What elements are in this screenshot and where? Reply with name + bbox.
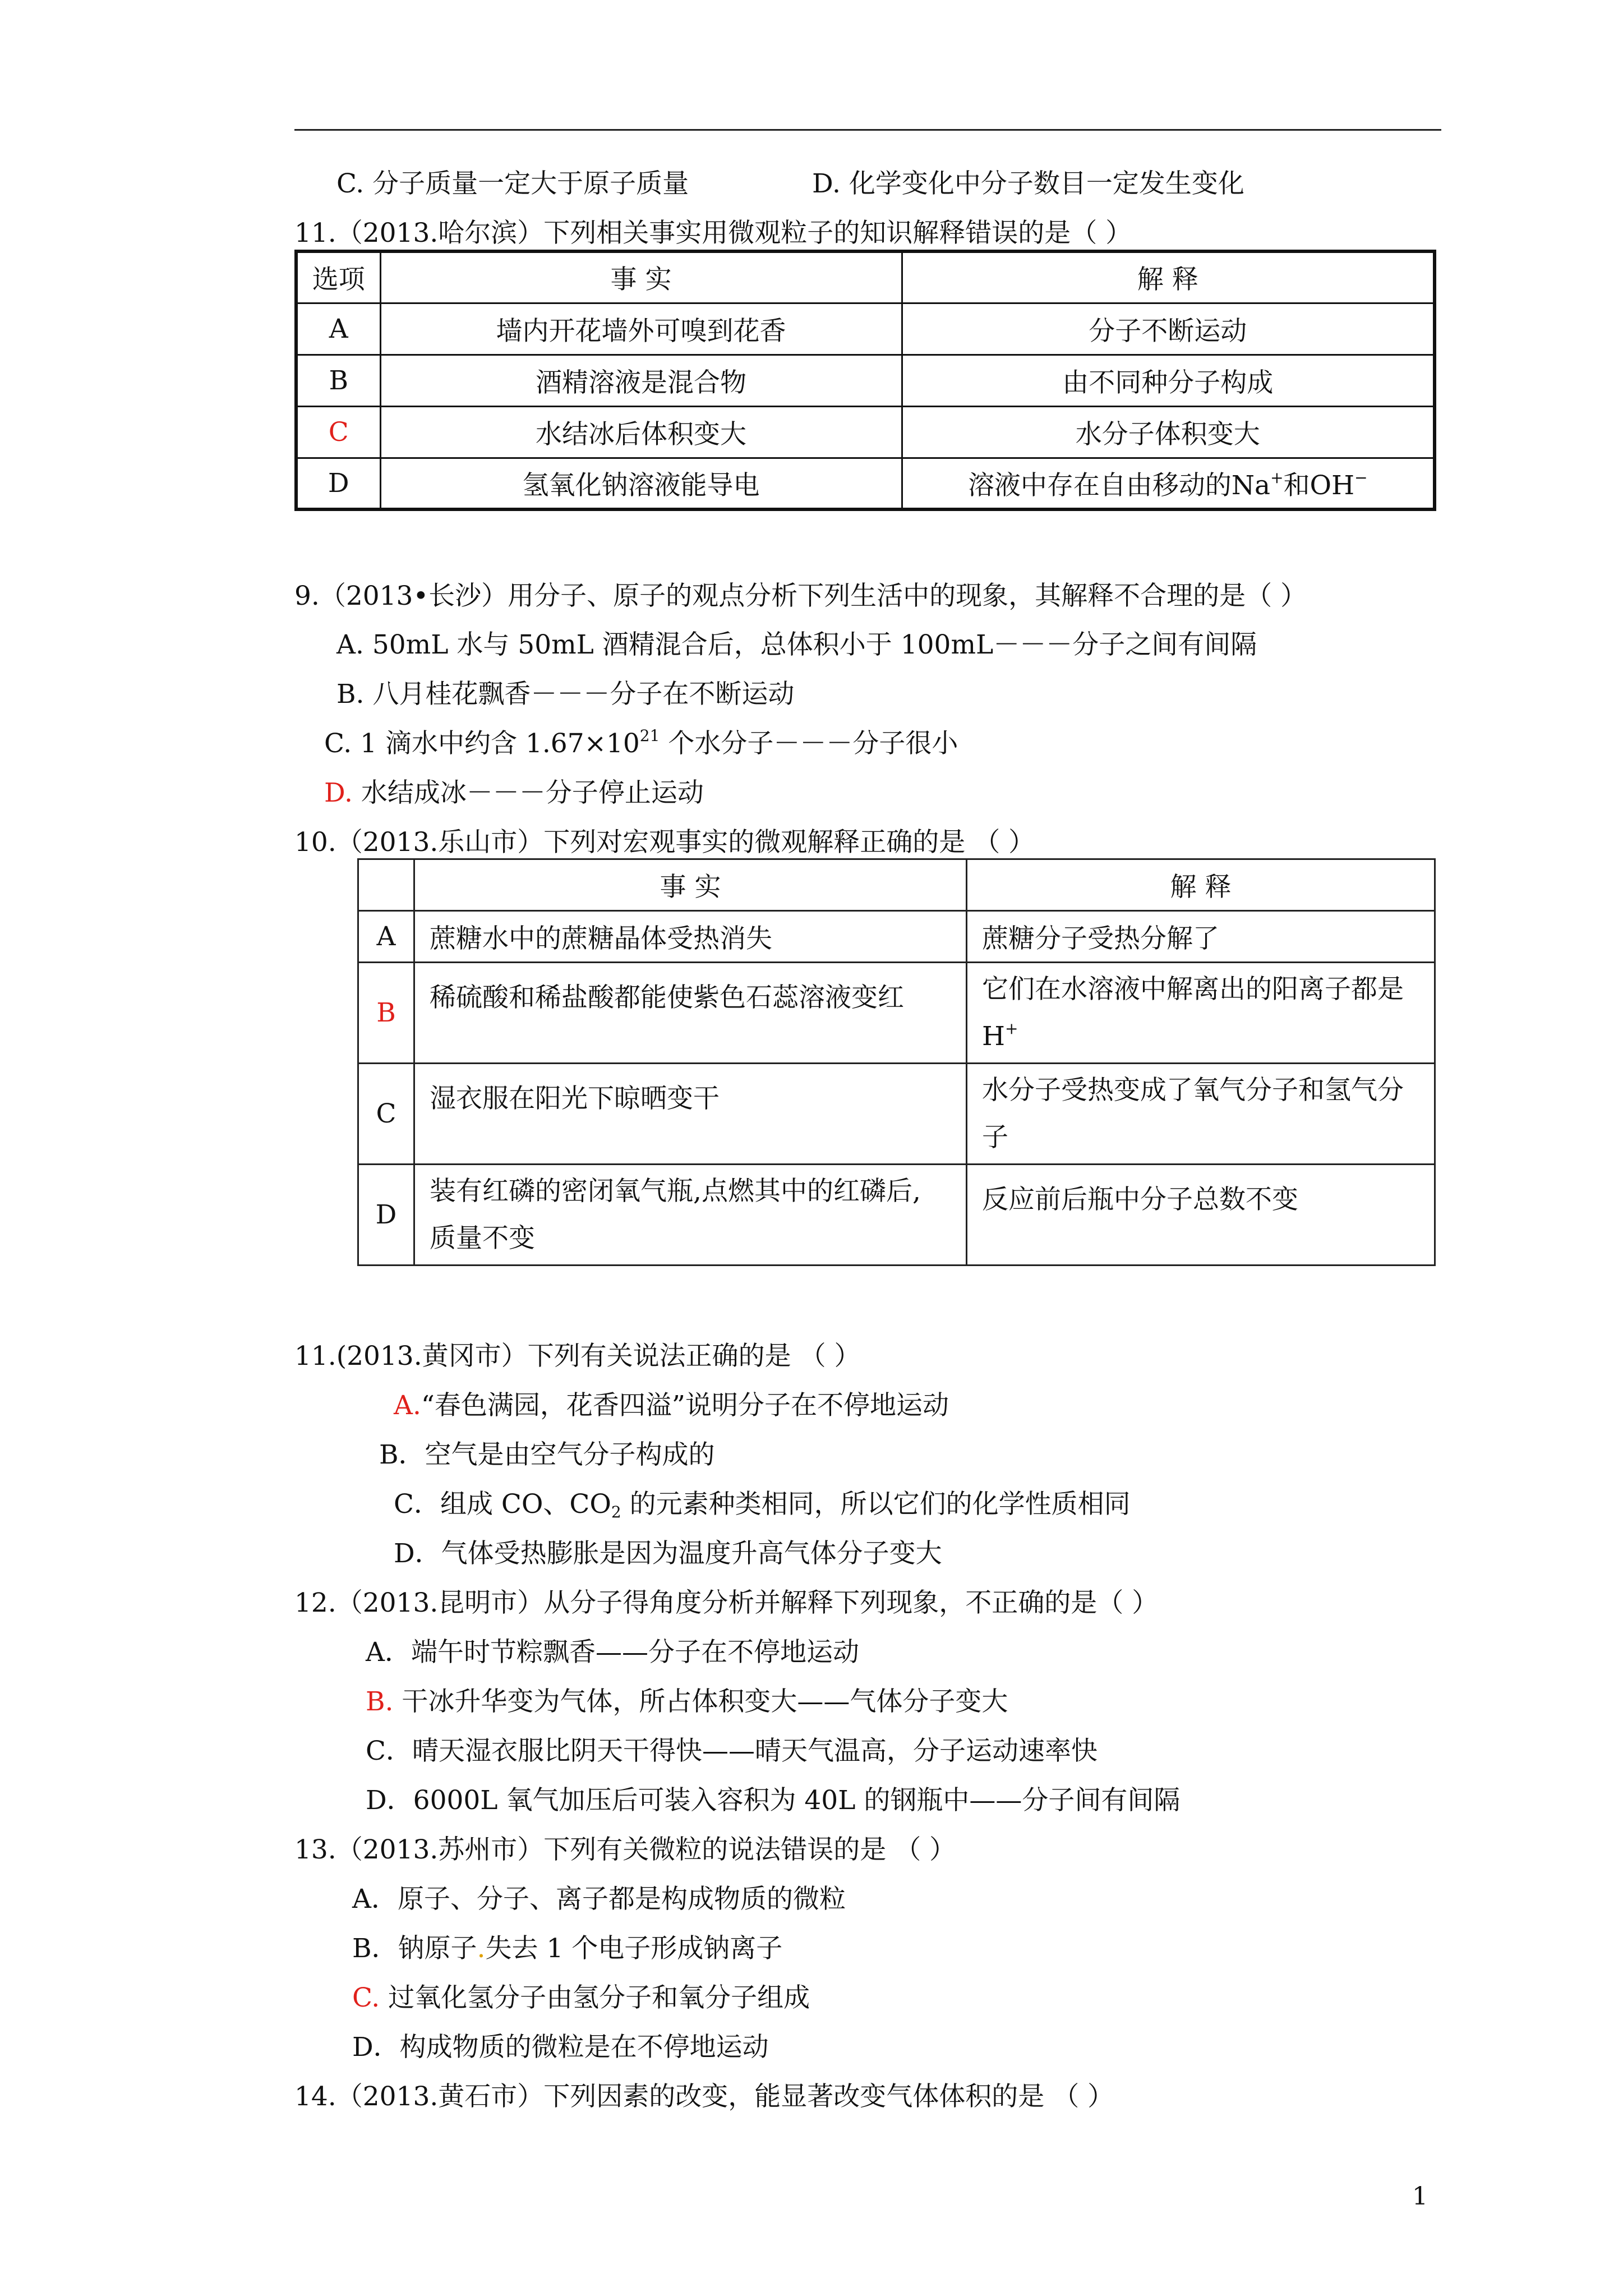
fact-cell: 湿衣服在阳光下晾晒变干 bbox=[414, 1064, 967, 1165]
page-number: 1 bbox=[1412, 2182, 1428, 2211]
option-text: C. 1 滴水中约含 1.67×10 bbox=[324, 728, 640, 759]
q13-stem: 13.（2013.苏州市）下列有关微粒的说法错误的是 （ ） bbox=[294, 1834, 956, 1865]
answer-label: A. bbox=[394, 1390, 421, 1421]
fact-cell: 水结冰后体积变大 bbox=[380, 406, 902, 458]
fact-cell: 氢氧化钠溶液能导电 bbox=[380, 458, 902, 509]
header-cell: 事 实 bbox=[380, 251, 902, 303]
fact-cell: 墙内开花墙外可嗅到花香 bbox=[380, 303, 902, 355]
option-cell: D bbox=[358, 1165, 414, 1266]
answer-label: D. bbox=[324, 777, 353, 808]
emphasis-dot: . bbox=[477, 1933, 486, 1964]
fact-cell: 酒精溶液是混合物 bbox=[380, 355, 902, 406]
fact-cell: 装有红磷的密闭氧气瓶,点燃其中的红磷后,质量不变 bbox=[414, 1165, 967, 1266]
option-text: 的元素种类相同，所以它们的化学性质相同 bbox=[621, 1489, 1131, 1520]
superscript: + bbox=[1270, 468, 1284, 487]
option-text: 过氧化氢分子由氢分子和氧分子组成 bbox=[380, 1982, 810, 2013]
q14-stem: 14.（2013.黄石市）下列因素的改变，能显著改变气体体积的是 （ ） bbox=[294, 2081, 1114, 2112]
option-cell: C bbox=[358, 1064, 414, 1165]
explanation-cell: 分子不断运动 bbox=[902, 303, 1435, 355]
q13-option-a: A．原子、分子、离子都是构成物质的微粒 bbox=[352, 1884, 846, 1915]
explanation-cell: 由不同种分子构成 bbox=[902, 355, 1435, 406]
explanation-cell: 水分子体积变大 bbox=[902, 406, 1435, 458]
option-text: C．组成 CO、CO bbox=[394, 1489, 611, 1520]
table-row bbox=[296, 458, 1435, 509]
q10-table bbox=[357, 858, 1436, 1266]
explanation-cell: 水分子受热变成了氧气分子和氢气分子 bbox=[967, 1064, 1435, 1165]
explanation-cell: 反应前后瓶中分子总数不变 bbox=[967, 1165, 1435, 1266]
q13-option-c bbox=[352, 1977, 810, 2014]
prev-option-c: C. 分子质量一定大于原子质量 bbox=[336, 168, 689, 199]
option-text: 个水分子－－－分子很小 bbox=[660, 728, 958, 759]
table-row bbox=[296, 406, 1435, 458]
explanation-text: 和OH bbox=[1283, 470, 1355, 501]
q9-stem: 9.（2013•长沙）用分子、原子的观点分析下列生活中的现象，其解释不合理的是（ ） bbox=[294, 581, 1307, 611]
header-cell: 解 释 bbox=[902, 251, 1435, 303]
option-cell: D bbox=[296, 458, 380, 509]
q12-stem: 12.（2013.昆明市）从分子得角度分析并解释下列现象，不正确的是（ ） bbox=[294, 1588, 1159, 1618]
table-row bbox=[358, 911, 1435, 963]
header-cell: 事 实 bbox=[414, 859, 967, 911]
explanation-cell bbox=[967, 963, 1435, 1064]
table-header-row bbox=[358, 859, 1435, 911]
q11a-stem: 11.（2013.哈尔滨）下列相关事实用微观粒子的知识解释错误的是（ ） bbox=[294, 218, 1132, 249]
q9-option-a: A. 50mL 水与 50mL 酒精混合后，总体积小于 100mL－－－分子之间有间隔 bbox=[336, 629, 1257, 660]
option-text: 失去 1 个电子形成钠离子 bbox=[485, 1933, 783, 1964]
q11b-option-d: D．气体受热膨胀是因为温度升高气体分子变大 bbox=[394, 1538, 942, 1569]
answer-option-cell: C bbox=[296, 406, 380, 458]
fact-cell: 稀硫酸和稀盐酸都能使紫色石蕊溶液变红 bbox=[414, 963, 967, 1064]
header-cell: 解 释 bbox=[967, 859, 1435, 911]
table-header-row bbox=[296, 251, 1435, 303]
option-text: 水结成冰－－－分子停止运动 bbox=[352, 777, 704, 808]
q11b-option-c bbox=[394, 1483, 1131, 1521]
option-text: 干冰升华变为气体，所占体积变大——气体分子变大 bbox=[393, 1686, 1008, 1717]
explanation-text: 溶液中存在自由移动的Na bbox=[967, 470, 1271, 501]
superscript: − bbox=[1354, 468, 1368, 487]
q12-option-b bbox=[366, 1681, 1008, 1718]
table-row bbox=[296, 303, 1435, 355]
answer-option-cell: B bbox=[358, 963, 414, 1064]
prev-option-d: D. 化学变化中分子数目一定发生变化 bbox=[812, 168, 1244, 199]
q13-option-d: D．构成物质的微粒是在不停地运动 bbox=[352, 2032, 769, 2063]
q9-option-c bbox=[324, 723, 958, 760]
table-row bbox=[358, 1165, 1435, 1266]
q13-option-b bbox=[352, 1927, 782, 1965]
option-cell: A bbox=[296, 303, 380, 355]
q10-stem: 10.（2013.乐山市）下列对宏观事实的微观解释正确的是 （ ） bbox=[294, 827, 1035, 858]
option-text: “春色满园，花香四溢”说明分子在不停地运动 bbox=[421, 1390, 949, 1421]
superscript: + bbox=[1005, 1019, 1018, 1038]
option-cell: B bbox=[296, 355, 380, 406]
explanation-text: 它们在水溶液中解离出的阳离子都是 H bbox=[982, 973, 1404, 1052]
table-row bbox=[358, 1064, 1435, 1165]
q9-option-d bbox=[324, 772, 704, 809]
q11b-option-b: B．空气是由空气分子构成的 bbox=[379, 1439, 715, 1470]
header-rule bbox=[294, 129, 1441, 131]
option-cell: A bbox=[358, 911, 414, 963]
answer-label: C. bbox=[352, 1982, 380, 2013]
q9-option-b: B. 八月桂花飘香－－－分子在不断运动 bbox=[336, 679, 795, 710]
superscript: 21 bbox=[639, 726, 660, 745]
explanation-cell: 蔗糖分子受热分解了 bbox=[967, 911, 1435, 963]
option-text: B．钠原子 bbox=[352, 1933, 477, 1964]
header-cell bbox=[358, 859, 414, 911]
q11a-table bbox=[294, 250, 1436, 511]
table-row bbox=[296, 355, 1435, 406]
fact-cell: 蔗糖水中的蔗糖晶体受热消失 bbox=[414, 911, 967, 963]
header-cell: 选项 bbox=[296, 251, 380, 303]
table-row bbox=[358, 963, 1435, 1064]
answer-label: B. bbox=[366, 1686, 394, 1717]
q11b-option-a bbox=[394, 1384, 949, 1422]
q11b-stem: 11.(2013.黄冈市）下列有关说法正确的是 （ ） bbox=[294, 1341, 861, 1372]
subscript: 2 bbox=[611, 1503, 621, 1521]
q12-option-c: C．晴天湿衣服比阴天干得快——晴天气温高，分子运动速率快 bbox=[366, 1736, 1098, 1766]
explanation-cell bbox=[902, 458, 1435, 509]
q12-option-a: A．端午时节粽飘香——分子在不停地运动 bbox=[366, 1637, 859, 1668]
q12-option-d: D．6000L 氧气加压后可装入容积为 40L 的钢瓶中——分子间有间隔 bbox=[366, 1785, 1181, 1816]
